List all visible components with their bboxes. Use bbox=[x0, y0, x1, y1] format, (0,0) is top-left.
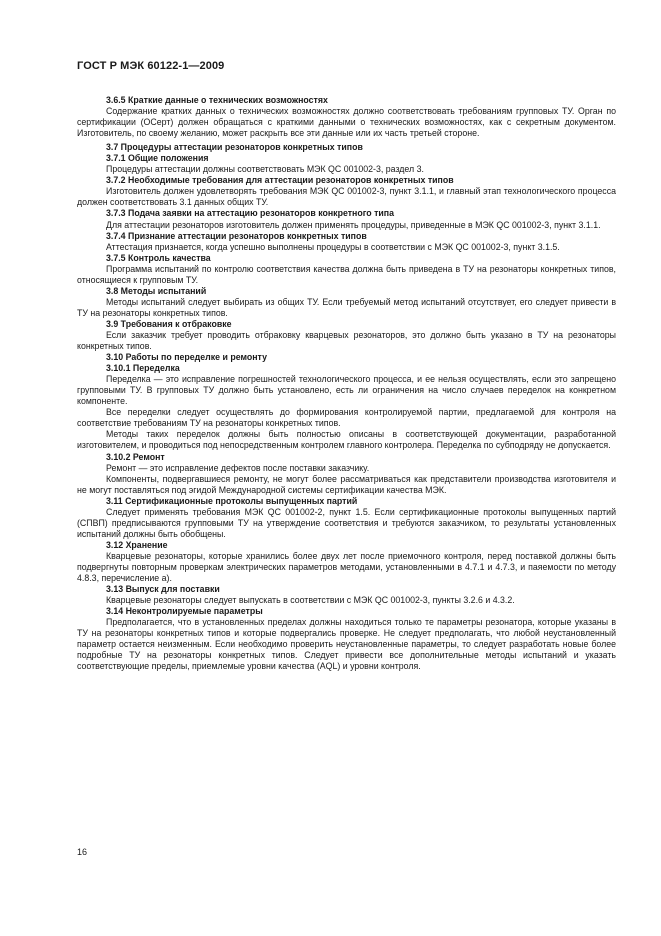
page-number: 16 bbox=[77, 847, 88, 857]
paragraph: Аттестация признается, когда успешно выполнены процедуры в соответствии с МЭК QC 001002-3, пункт 3.1.5. bbox=[106, 241, 560, 252]
paragraph: Если заказчик требует проводить отбраковку кварцевых резонаторов, это должно быть указано в ТУ на резонаторы конкретных типов. bbox=[77, 329, 616, 352]
paragraph: Изготовитель должен удовлетворять требования МЭК QC 001002-3, пункт 3.1.1, и главный этап технологического процесса должен соответствовать 3.1 данных общих ТУ. bbox=[77, 186, 616, 208]
section-heading: 3.7.2 Необходимые требования для аттестации резонаторов конкретных типов bbox=[106, 175, 454, 186]
section-heading: 3.12 Хранение bbox=[106, 539, 168, 550]
document-body bbox=[77, 95, 616, 672]
section-heading: 3.8 Методы испытаний bbox=[106, 285, 207, 296]
section-heading: 3.11 Сертификационные протоколы выпущенных партий bbox=[106, 495, 358, 506]
paragraph: Содержание кратких данных о технических возможностях должно соответствовать требованиям групповых ТУ. Орган по сертификации (ОСерт) должен обращаться с краткими данными о технических возможностях, как с секретным документом. Изготовитель, по своему желанию, может раскрыть все эти данные или их часть третьей стороне. bbox=[77, 106, 616, 139]
section-heading: 3.9 Требования к отбраковке bbox=[106, 318, 232, 329]
section-heading: 3.7.3 Подача заявки на аттестацию резонаторов конкретного типа bbox=[106, 208, 395, 219]
section-heading: 3.7.4 Признание аттестации резонаторов конкретных типов bbox=[106, 230, 367, 241]
paragraph: Переделка — это исправление погрешностей технологического процесса, и ее нельзя осуществлять, если это запрещено групповыми ТУ. В групповых ТУ должно быть установлено, есть ли ограничения на число случаев переделок на конкретном компоненте. bbox=[77, 374, 616, 407]
paragraph: Кварцевые резонаторы следует выпускать в соответствии с МЭК QC 001002-3, пункты 3.2.6 и 4.3.2. bbox=[106, 595, 515, 606]
paragraph: Следует применять требования МЭК QC 001002-2, пункт 1.5. Если сертификационные протоколы выпущенных партий (СПВП) предписываются групповыми ТУ на утверждение соответствия и требуются заказчиком, то результаты установленных испытаний должны быть обобщены. bbox=[77, 506, 616, 539]
paragraph: Предполагается, что в установленных пределах должны находиться только те параметры резонатора, которые указаны в ТУ на резонаторы конкретных типов и которые подвергались проверке. Не следует предполагать, что любой неустановленный параметр остается неизменным. Если необходимо проверить неустановленные параметры, то следует разработать новые более подробные ТУ на резонаторы конкретных типов. Следует привести все дополнительные методы испытаний и указать соответствующие пределы, приемлемые уровни качества (AQL) и уровни контроля. bbox=[77, 617, 616, 672]
paragraph: Методы испытаний следует выбирать из общих ТУ. Если требуемый метод испытаний отсутствует, его следует привести в ТУ на резонаторы конкретных типов. bbox=[77, 296, 616, 318]
section-heading: 3.10.1 Переделка bbox=[106, 363, 180, 374]
section-heading: 3.7.5 Контроль качества bbox=[106, 252, 211, 263]
paragraph: Методы таких переделок должны быть полностью описаны в соответствующей документации, разработанной изготовителем, и проводиться под непосредственным контролем главного контролера. Переделка по субподряду не допускается. bbox=[77, 429, 616, 451]
paragraph: Компоненты, подвергавшиеся ремонту, не могут более рассматриваться как представители производства изготовителя и не могут поставляться под эгидой Международной системы сертификации качества МЭК. bbox=[77, 473, 616, 495]
paragraph: Для аттестации резонаторов изготовитель должен применять процедуры, приведенные в МЭК QC 001002-3, пункт 3.1.1. bbox=[106, 219, 601, 230]
paragraph: Кварцевые резонаторы, которые хранились более двух лет после приемочного контроля, перед поставкой должны быть подвергнуты повторным проверкам электрических параметров методами, установленными в 4.7.1 и 4.7.3, и паяемости по методу 4.8.3, перечисление а). bbox=[77, 550, 616, 584]
paragraph: Программа испытаний по контролю соответствия качества должна быть приведена в ТУ на резонаторы конкретных типов, относящиеся к групповым ТУ. bbox=[77, 263, 616, 285]
section-heading: 3.7 Процедуры аттестации резонаторов конкретных типов bbox=[106, 142, 363, 153]
section-heading: 3.14 Неконтролируемые параметры bbox=[106, 606, 263, 617]
paragraph: Процедуры аттестации должны соответствовать МЭК QC 001002-3, раздел 3. bbox=[106, 164, 424, 175]
section-heading: 3.7.1 Общие положения bbox=[106, 153, 209, 164]
section-heading: 3.13 Выпуск для поставки bbox=[106, 584, 220, 595]
section-heading: 3.10.2 Ремонт bbox=[106, 451, 165, 462]
paragraph: Ремонт — это исправление дефектов после поставки заказчику. bbox=[106, 462, 370, 473]
document-header: ГОСТ Р МЭК 60122-1—2009 bbox=[77, 60, 225, 72]
section-heading: 3.10 Работы по переделке и ремонту bbox=[106, 352, 267, 363]
paragraph: Все переделки следует осуществлять до формирования контролируемой партии, предлагаемой для контроля на соответствие требованиям ТУ на резонаторы конкретных типов. bbox=[77, 407, 616, 429]
section-heading: 3.6.5 Краткие данные о технических возможностях bbox=[106, 95, 328, 105]
